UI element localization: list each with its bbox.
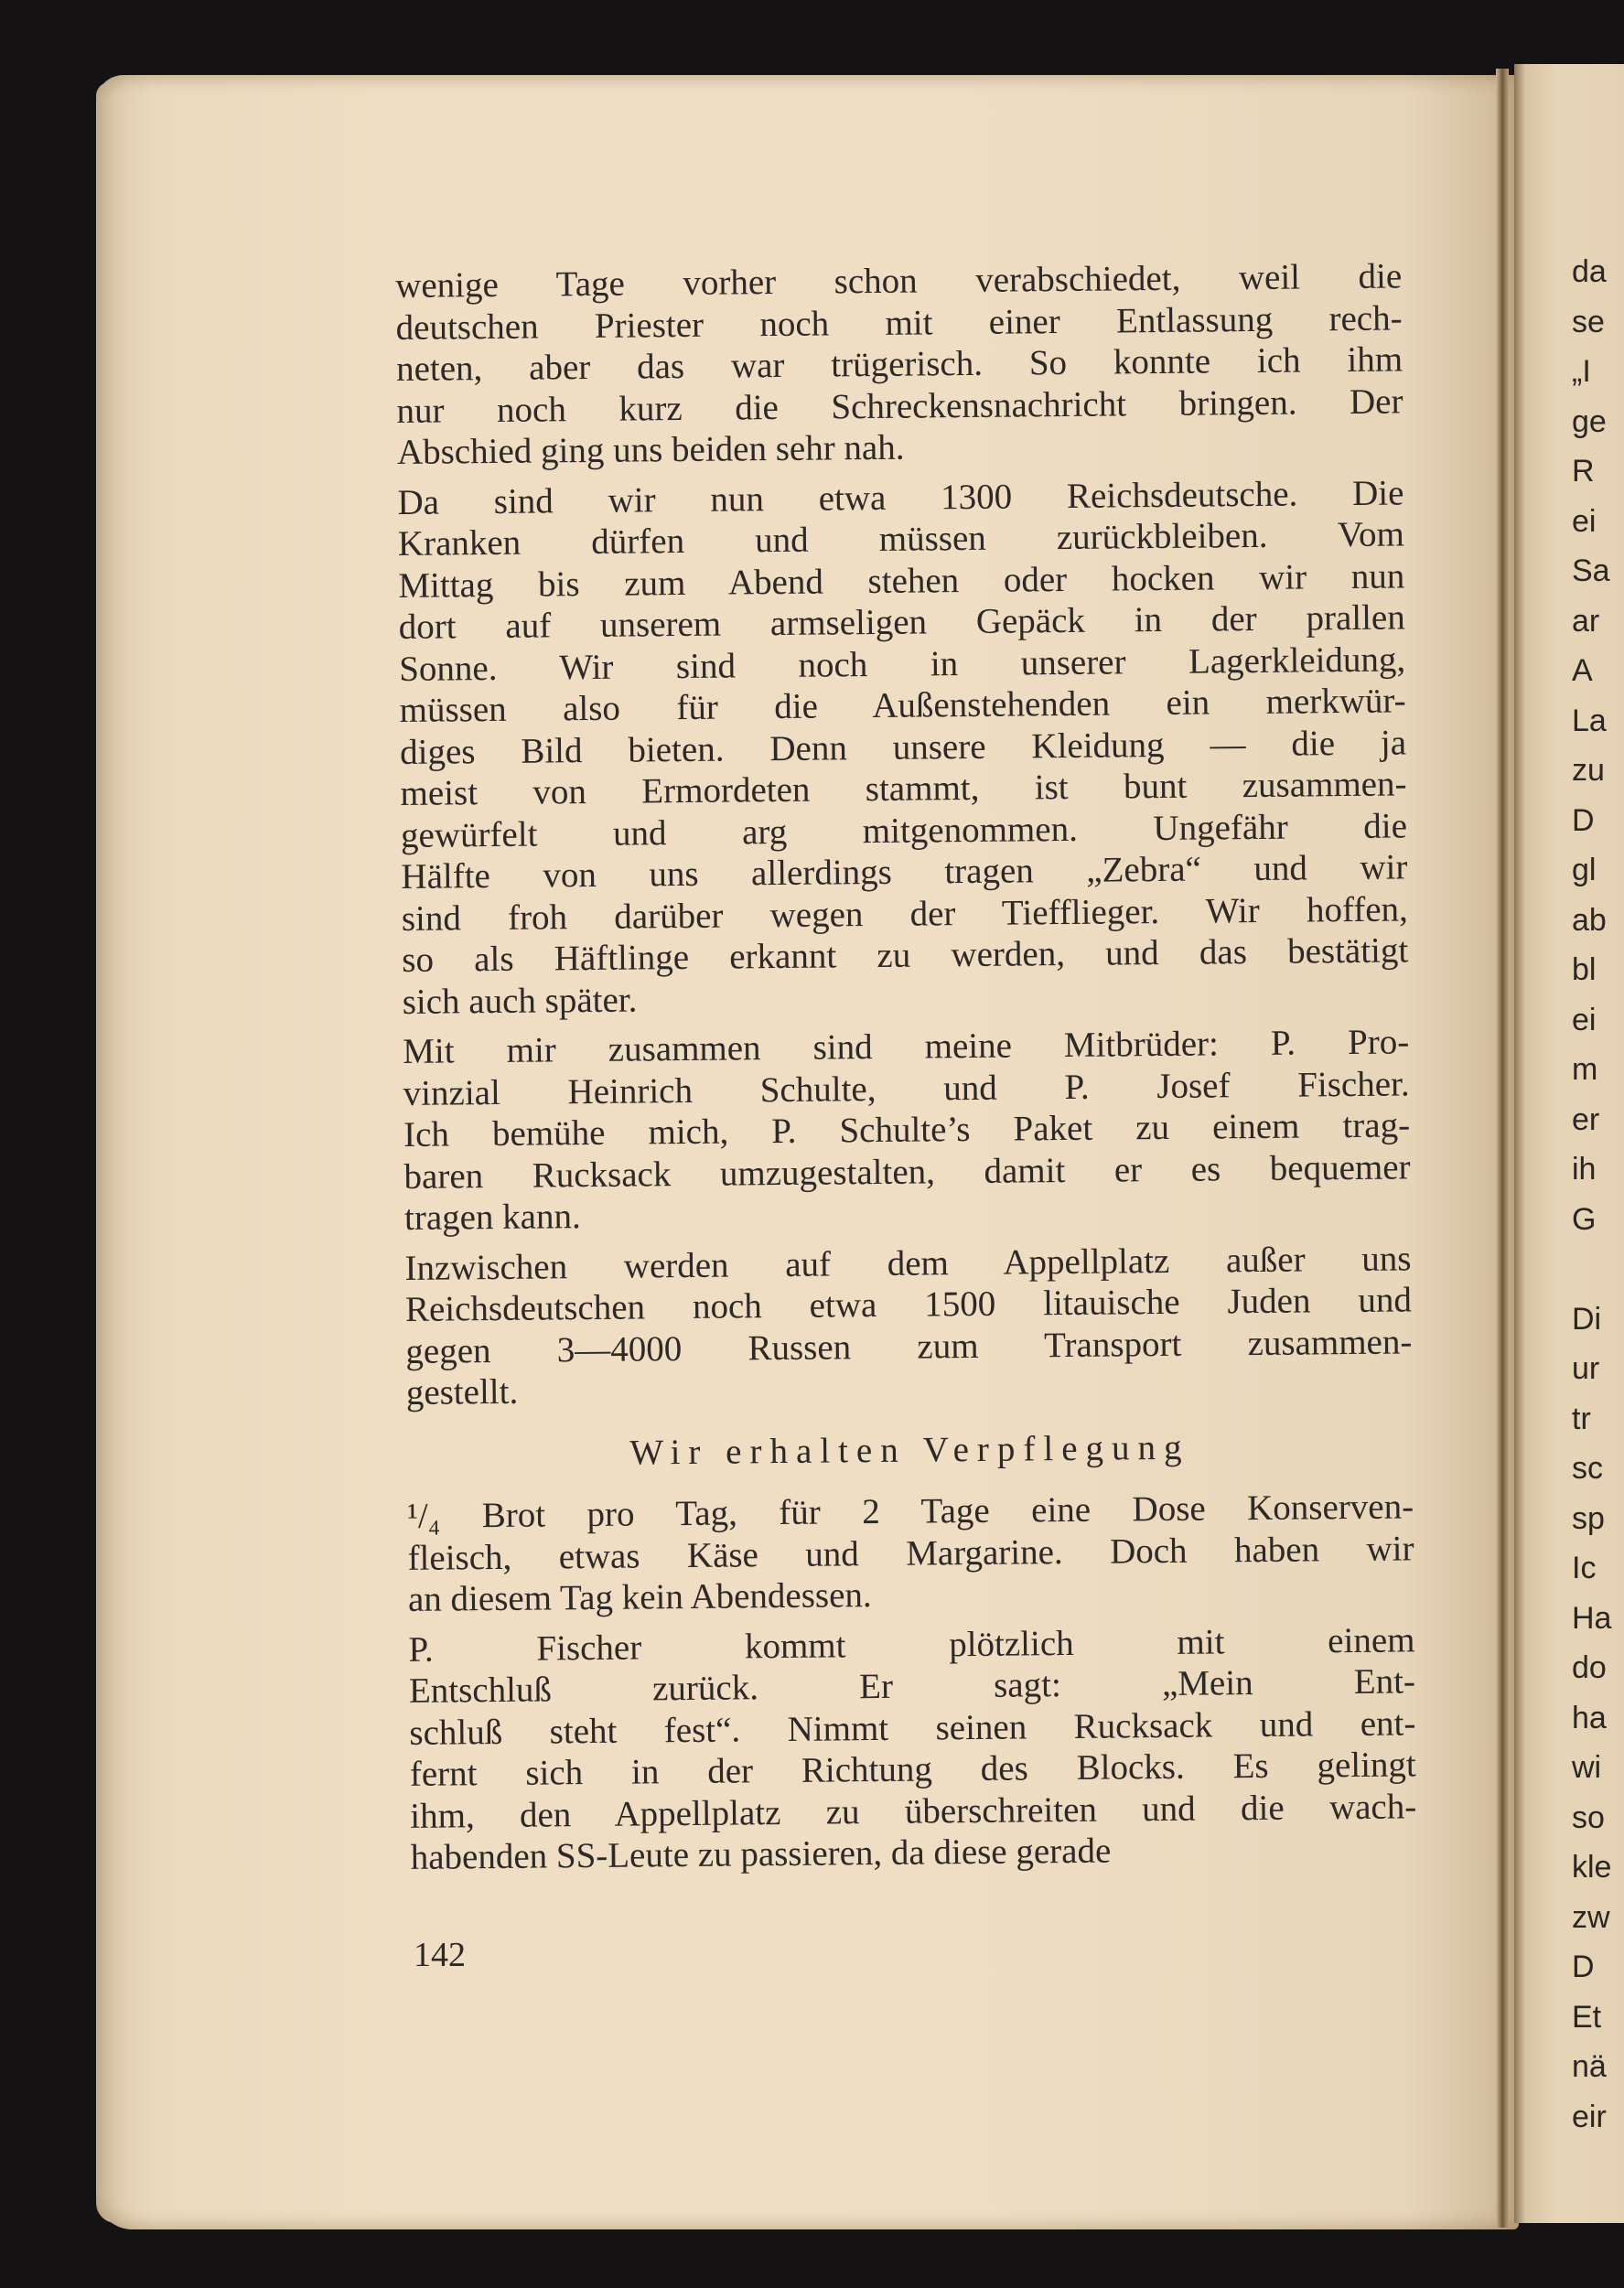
facing-fragment: ei bbox=[1572, 1002, 1597, 1037]
text-line: Mit mir zusammen sind meine Mitbrüder: P. Pro- bbox=[403, 1022, 1410, 1071]
facing-fragment: se bbox=[1572, 304, 1605, 339]
text-line: Abschied ging uns beiden sehr nah. bbox=[396, 427, 905, 472]
facing-fragment: so bbox=[1572, 1799, 1605, 1835]
facing-fragment: Sa bbox=[1572, 553, 1610, 588]
facing-fragment: Et bbox=[1572, 1999, 1602, 2035]
text-line: gewürfelt und arg mitgenommen. Ungefähr die bbox=[400, 805, 1408, 855]
text-line: habenden SS-Leute zu passieren, da diese gerade bbox=[410, 1831, 1112, 1877]
text-line: vinzial Heinrich Schulte, und P. Josef Fischer. bbox=[403, 1063, 1410, 1113]
facing-fragment bbox=[1572, 1244, 1611, 1294]
facing-fragment: Ha bbox=[1572, 1600, 1612, 1636]
facing-fragment: D bbox=[1572, 802, 1595, 838]
facing-fragment: zu bbox=[1572, 753, 1605, 788]
paragraph bbox=[404, 1238, 1413, 1414]
text-line: Sonne. Wir sind noch in unserer Lagerkleidung, bbox=[399, 639, 1406, 689]
facing-fragment: sp bbox=[1572, 1500, 1605, 1536]
text-line: gestellt. bbox=[405, 1371, 519, 1413]
text-line: Inzwischen werden auf dem Appellplatz außer uns bbox=[404, 1238, 1412, 1288]
paragraph bbox=[403, 1021, 1411, 1239]
facing-page-text bbox=[1572, 247, 1611, 2142]
facing-fragment: Ic bbox=[1572, 1551, 1597, 1585]
body-paragraphs-before bbox=[395, 255, 1413, 1413]
paragraph bbox=[408, 1619, 1417, 1879]
text-line: neten, aber das war trügerisch. So konnte ich ihm bbox=[395, 339, 1404, 389]
facing-fragment: „I bbox=[1572, 354, 1591, 389]
facing-fragment: m bbox=[1572, 1052, 1598, 1087]
facing-fragment: R bbox=[1572, 454, 1595, 489]
section-heading: Wir erhalten Verpflegung bbox=[629, 1427, 1190, 1473]
facing-fragment: kle bbox=[1572, 1850, 1612, 1885]
text-line: dort auf unserem armseligen Gepäck in der prallen bbox=[398, 597, 1405, 647]
page-body bbox=[395, 255, 1417, 1886]
facing-fragment: La bbox=[1572, 703, 1607, 738]
facing-fragment: nä bbox=[1572, 2049, 1607, 2084]
text-line: tragen kann. bbox=[403, 1197, 581, 1238]
text-line: deutschen Priester noch mit einer Entlassung rech- bbox=[395, 297, 1403, 348]
text-line: ¹/₄ Brot pro Tag, für 2 Tage eine Dose Konserven- bbox=[406, 1487, 1414, 1536]
text-line: schluß steht fest“. Nimmt seinen Rucksack und ent- bbox=[409, 1703, 1416, 1753]
facing-fragment: ei bbox=[1572, 503, 1597, 539]
facing-fragment: da bbox=[1572, 254, 1607, 289]
text-line: Kranken dürfen und müssen zurückbleiben. Vom bbox=[397, 514, 1405, 564]
facing-fragment: D bbox=[1572, 1950, 1595, 1984]
text-line: Mittag bis zum Abend stehen oder hocken wir nun bbox=[398, 555, 1405, 606]
facing-fragment: tr bbox=[1572, 1401, 1591, 1436]
facing-fragment: ha bbox=[1572, 1700, 1607, 1735]
book-spine bbox=[1496, 69, 1509, 2228]
paragraph bbox=[395, 255, 1404, 473]
facing-fragment: Di bbox=[1572, 1301, 1602, 1337]
facing-fragment: ar bbox=[1572, 603, 1600, 639]
text-line: sind froh darüber wegen der Tiefflieger. Wir hoffen, bbox=[401, 888, 1409, 939]
paragraph bbox=[407, 1486, 1414, 1620]
facing-fragment: ih bbox=[1572, 1152, 1597, 1187]
text-line: Ich bemühe mich, P. Schulte’s Paket zu einem trag- bbox=[403, 1105, 1411, 1155]
facing-fragment: gl bbox=[1572, 853, 1597, 887]
facing-fragment: do bbox=[1572, 1650, 1607, 1685]
text-line: so als Häftlinge erkannt zu werden, und das bestätigt bbox=[402, 930, 1409, 980]
text-line: P. Fischer kommt plötzlich mit einem bbox=[408, 1619, 1415, 1670]
facing-fragment: wi bbox=[1572, 1750, 1602, 1785]
text-line: baren Rucksack umzugestalten, damit er es bequemer bbox=[403, 1146, 1411, 1197]
body-paragraphs-after bbox=[407, 1486, 1417, 1878]
facing-fragment: er bbox=[1572, 1101, 1600, 1137]
text-line: fernt sich in der Richtung des Blocks. Es gelingt bbox=[409, 1745, 1416, 1794]
facing-fragment: zw bbox=[1572, 1899, 1610, 1935]
text-line: meist von Ermordeten stammt, ist bunt zusammen- bbox=[400, 764, 1407, 813]
facing-fragment: ge bbox=[1572, 403, 1607, 439]
text-line: sich auch später. bbox=[402, 980, 638, 1022]
page-number: 142 bbox=[414, 1936, 466, 1974]
text-line: gegen 3—4000 Russen zum Transport zusammen- bbox=[405, 1321, 1413, 1371]
text-line: nur noch kurz die Schreckensnachricht bringen. Der bbox=[396, 381, 1404, 431]
text-line: ihm, den Appellplatz zu überschreiten und die wach- bbox=[410, 1786, 1417, 1836]
text-line: Reichsdeutschen noch etwa 1500 litauische Juden und bbox=[404, 1280, 1413, 1329]
text-line: wenige Tage vorher schon verabschiedet, weil die bbox=[395, 256, 1403, 306]
text-line: Da sind wir nun etwa 1300 Reichsdeutsche. Die bbox=[397, 472, 1404, 522]
facing-fragment: sc bbox=[1572, 1451, 1603, 1486]
facing-fragment: G bbox=[1572, 1201, 1597, 1237]
text-line: müssen also für die Außenstehenden ein merkwür- bbox=[399, 681, 1406, 730]
text-line: an diesem Tag kein Abendessen. bbox=[407, 1575, 872, 1619]
facing-fragment: A bbox=[1572, 653, 1593, 688]
text-line: fleisch, etwas Käse und Margarine. Doch haben wir bbox=[407, 1528, 1414, 1578]
facing-fragment: bl bbox=[1572, 952, 1597, 987]
paragraph bbox=[397, 472, 1409, 1023]
text-line: Entschluß zurück. Er sagt: „Mein Ent- bbox=[408, 1661, 1416, 1711]
text-line: diges Bild bieten. Denn unsere Kleidung — die ja bbox=[399, 722, 1407, 772]
facing-fragment: eir bbox=[1572, 2099, 1607, 2134]
facing-fragment: ur bbox=[1572, 1351, 1600, 1386]
facing-fragment: ab bbox=[1572, 902, 1607, 938]
text-line: Hälfte von uns allerdings tragen „Zebra“ und wir bbox=[401, 847, 1408, 897]
